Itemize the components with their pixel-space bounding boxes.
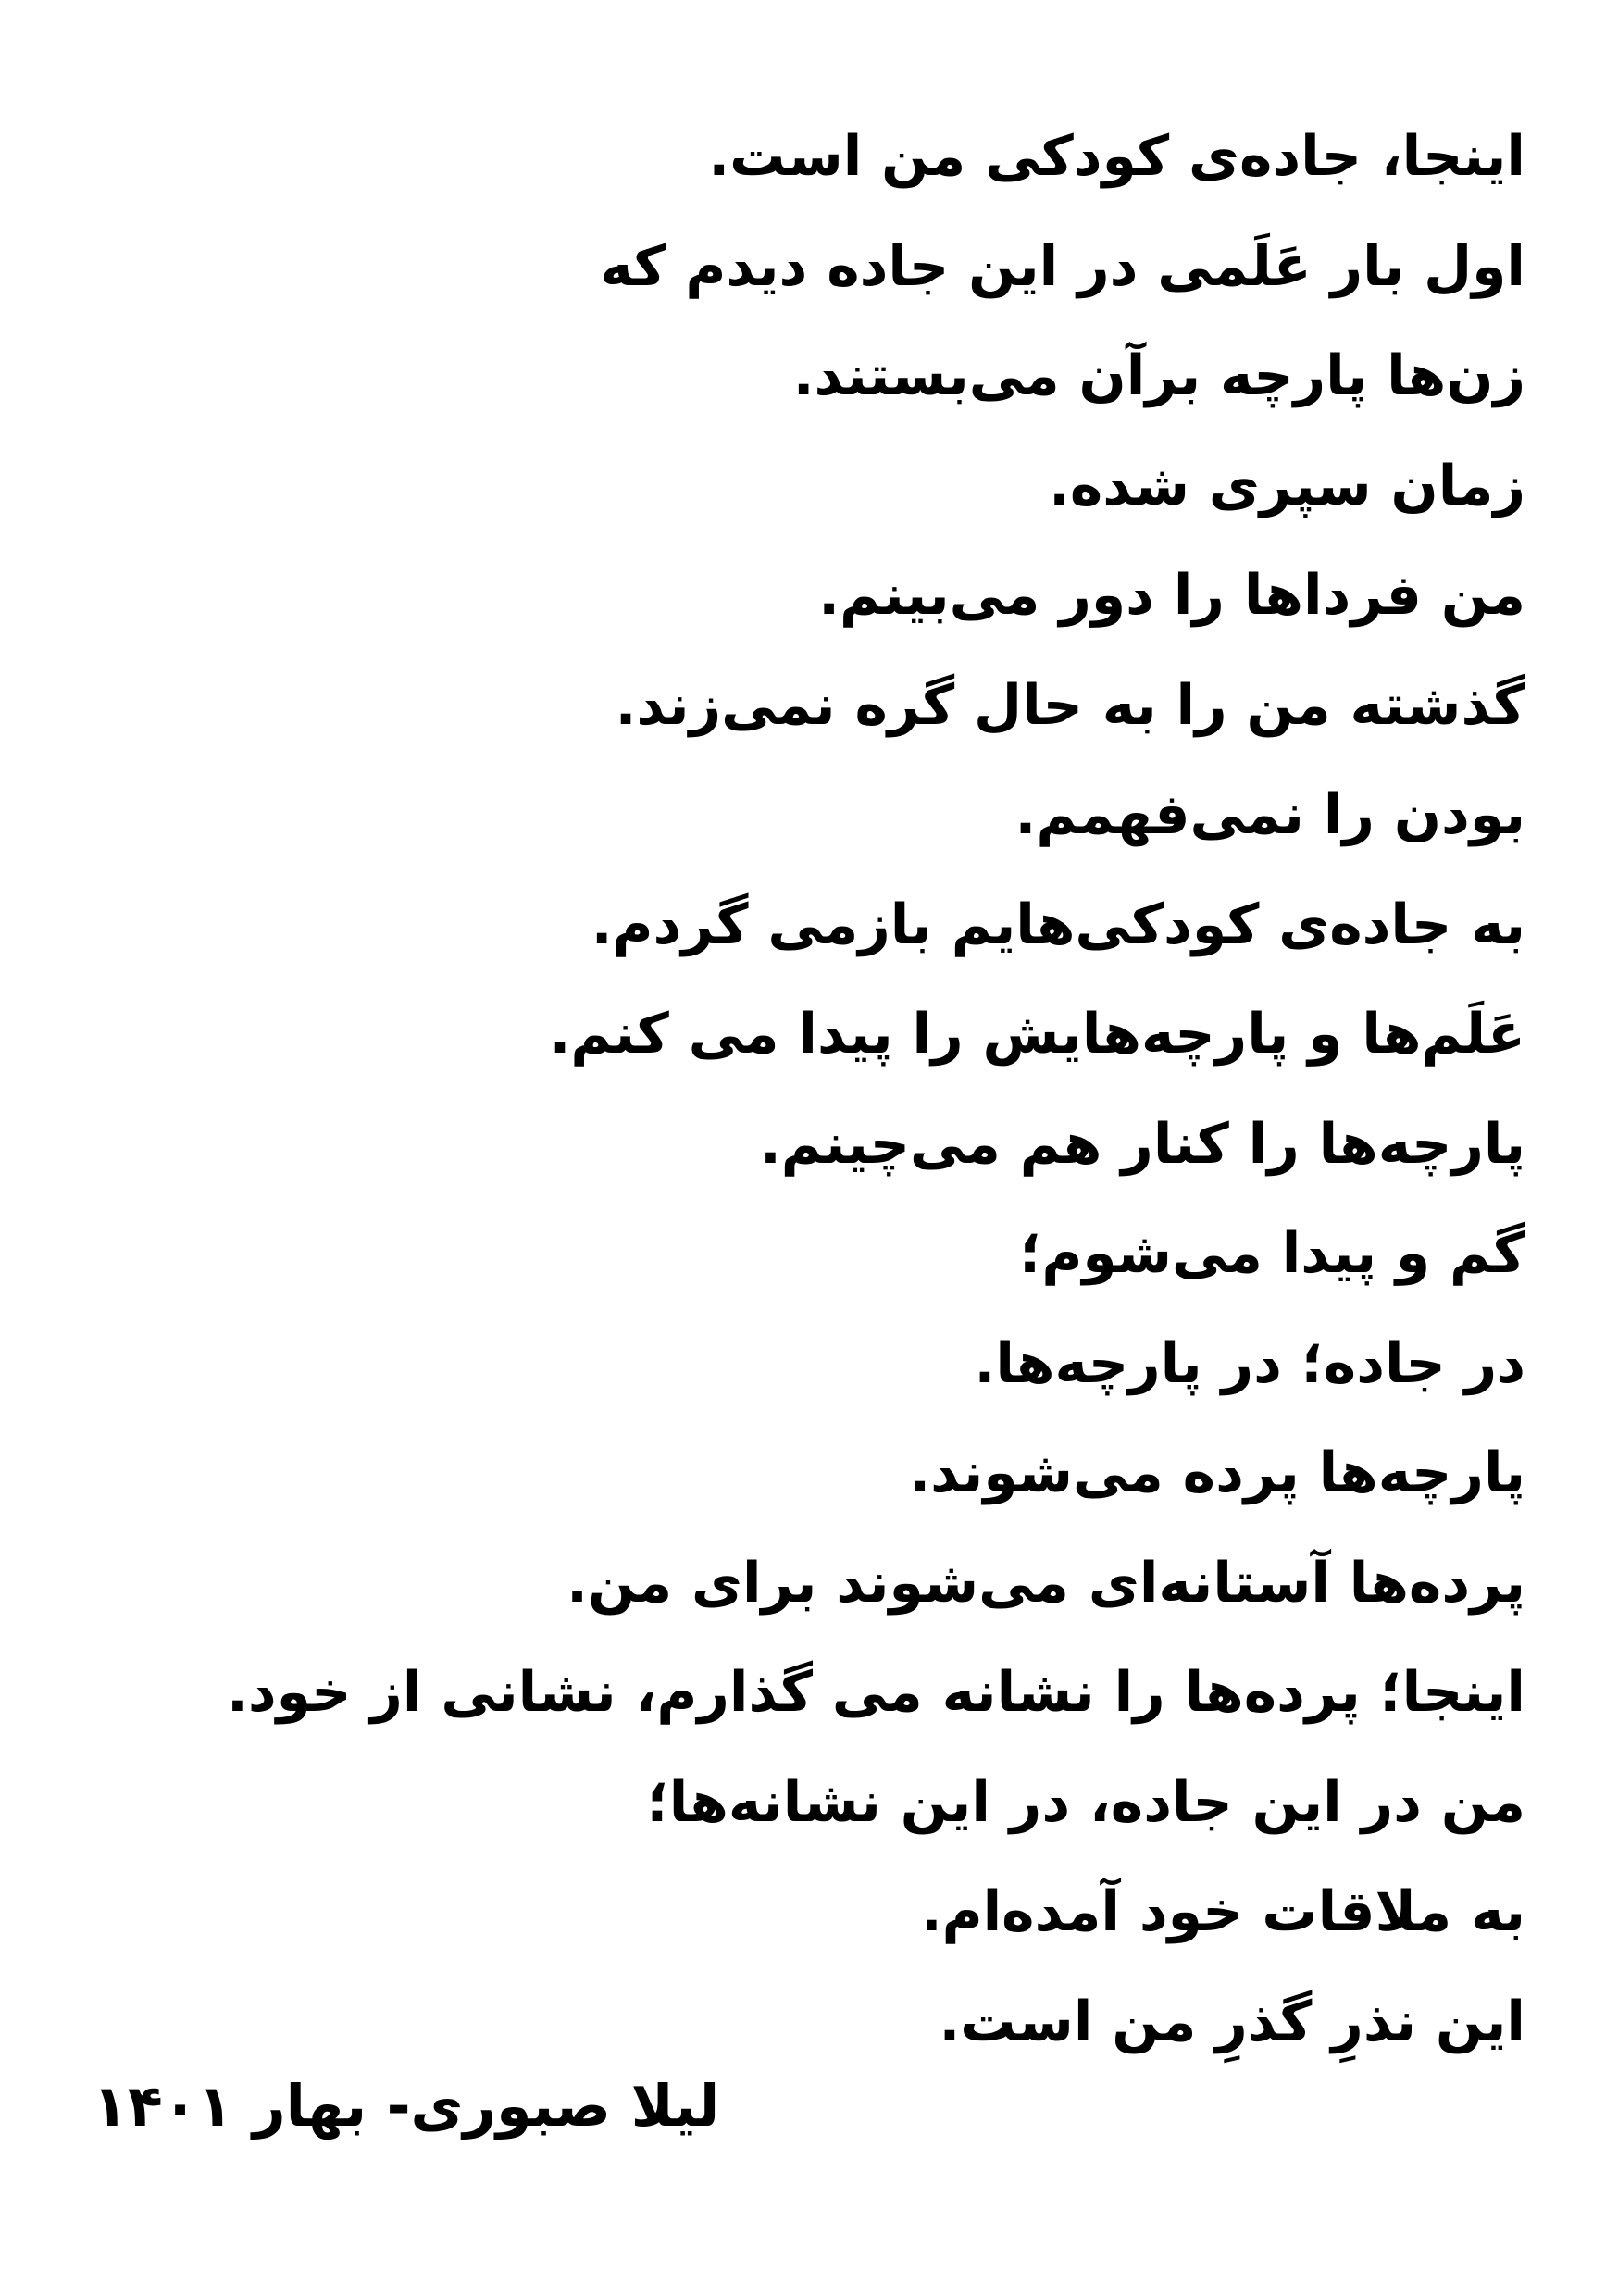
poem-line: من فرداها را دور می‌بینم. — [818, 563, 1525, 628]
poem-line: به جاده‌ی کودکی‌هایم بازمی گردم. — [591, 892, 1525, 957]
poem-line: اینجا، جاده‌ی کودکی من است. — [708, 124, 1525, 189]
poem-line: این نذرِ گذرِ من است. — [939, 1989, 1525, 2054]
poem-line: به ملاقات خود آمده‌ام. — [920, 1879, 1525, 1944]
poem-line: زمان سپری شده. — [1049, 453, 1525, 518]
poem-line: اول بار عَلَمی در این جاده دیدم که — [600, 233, 1525, 299]
poem-body — [118, 102, 1525, 2077]
poem-line: پرده‌ها آستانه‌ای می‌شوند برای من. — [566, 1550, 1525, 1616]
poem-line: اینجا؛ پرده‌ها را نشانه می گذارم، نشانی از خود. — [227, 1660, 1525, 1725]
poem-line: در جاده؛ در پارچه‌ها. — [974, 1330, 1525, 1396]
poem-line: عَلَم‌ها و پارچه‌هایش را پیدا می کنم. — [549, 1002, 1525, 1067]
poem-line: زن‌ها پارچه برآن می‌بستند. — [792, 343, 1525, 408]
poem-line: گذشته من را به حال گره نمی‌زند. — [615, 672, 1525, 738]
poem-line: من در این جاده، در این نشانه‌ها؛ — [646, 1769, 1525, 1835]
poem-line: پارچه‌ها را کنار هم می‌چینم. — [759, 1111, 1525, 1177]
poem-line: گم و پیدا می‌شوم؛ — [1019, 1221, 1525, 1286]
poem-line: پارچه‌ها پرده می‌شوند. — [909, 1441, 1525, 1505]
poem-line: بودن را نمی‌فهمم. — [1014, 782, 1525, 847]
author-signature: لیلا صبوری- بهار ۱۴۰۱ — [93, 2072, 720, 2140]
